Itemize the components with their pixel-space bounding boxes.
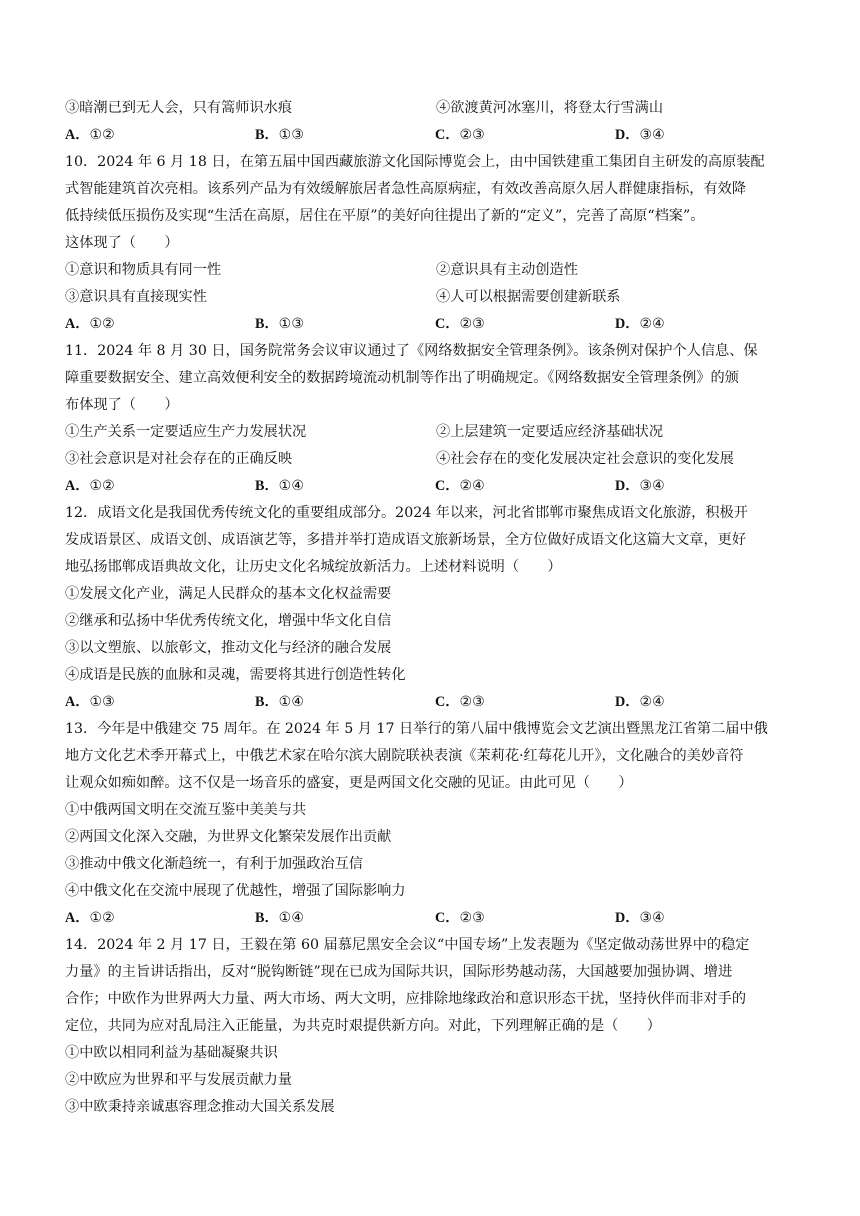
q12-option-a[interactable]: A．①③ (65, 694, 115, 710)
q11-stem-line: 11．2024 年 8 月 30 日，国务院常务会议审议通过了《网络数据安全管理条例》。该条例对保护个人信息、保 (65, 343, 758, 359)
q11-item-2: ②上层建筑一定要适应经济基础状况 (436, 424, 664, 440)
q11-option-c[interactable]: C．②④ (435, 478, 485, 494)
q13-stem-line: 地方文化艺术季开幕式上，中俄艺术家在哈尔滨大剧院联袂表演《茉莉花·红莓花儿开》，文化融合的美妙音符 (65, 748, 744, 764)
q13-item-2: ②两国文化深入交融，为世界文化繁荣发展作出贡献 (65, 829, 392, 845)
q14-stem-line: 合作；中欧作为世界两大力量、两大市场、两大文明，应排除地缘政治和意识形态干扰，坚持伙伴而非对手的 (65, 991, 747, 1007)
q13-item-4: ④中俄文化在交流中展现了优越性，增强了国际影响力 (65, 883, 406, 899)
q10-option-b[interactable]: B．①③ (255, 316, 305, 332)
q14-item-2: ②中欧应为世界和平与发展贡献力量 (65, 1072, 293, 1088)
q11-option-d[interactable]: D．③④ (615, 478, 665, 494)
q11-item-1: ①生产关系一定要适应生产力发展状况 (65, 424, 307, 440)
q12-option-d[interactable]: D．②④ (615, 694, 665, 710)
q13-option-d[interactable]: D．③④ (615, 910, 665, 926)
q12-option-c[interactable]: C．②③ (435, 694, 485, 710)
q11-item-4: ④社会存在的变化发展决定社会意识的变化发展 (436, 451, 734, 467)
q14-item-1: ①中欧以相同利益为基础凝聚共识 (65, 1045, 278, 1061)
q10-item-1: ①意识和物质具有同一性 (65, 262, 222, 278)
q12-stem-line: 发成语景区、成语文创、成语演艺等，多措并举打造成语文旅新场景，全方位做好成语文化这篇大文章，更好 (65, 532, 747, 548)
q13-stem-line: 13．今年是中俄建交 75 周年。在 2024 年 5 月 17 日举行的第八届中俄博览会文艺演出暨黑龙江省第二届中俄 (65, 721, 768, 737)
q13-option-b[interactable]: B．①④ (255, 910, 305, 926)
q12-stem-line: 地弘扬邯郸成语典故文化，让历史文化名城绽放新活力。上述材料说明（ ） (65, 559, 562, 575)
q11-stem-line: 障重要数据安全、建立高效便利安全的数据跨境流动机制等作出了明确规定。《网络数据安全管理条例》的颁 (65, 370, 739, 386)
q10-stem-line: 低持续低压损伤及实现“生活在高原，居住在平原”的美好向往提出了新的“定义”，完善了高原“档案”。 (65, 208, 705, 224)
q10-option-d[interactable]: D．②④ (615, 316, 665, 332)
q9-item-4: ④欲渡黄河冰塞川，将登太行雪满山 (436, 100, 664, 116)
q14-item-3: ③中欧秉持亲诚惠容理念推动大国关系发展 (65, 1099, 335, 1115)
q10-stem-line: 这体现了（ ） (65, 235, 179, 251)
q11-item-3: ③社会意识是对社会存在的正确反映 (65, 451, 293, 467)
q10-stem-line: 式智能建筑首次亮相。该系列产品为有效缓解旅居者急性高原病症，有效改善高原久居人群健康指标，有效降 (65, 181, 747, 197)
q10-stem-line: 10．2024 年 6 月 18 日，在第五届中国西藏旅游文化国际博览会上，由中国铁建重工集团自主研发的高原装配 (65, 154, 765, 170)
q14-stem-line: 定位，共同为应对乱局注入正能量，为共克时艰提供新方向。对此，下列理解正确的是（ ） (65, 1018, 661, 1034)
q13-option-a[interactable]: A．①② (65, 910, 115, 926)
q12-stem-line: 12．成语文化是我国优秀传统文化的重要组成部分。2024 年以来，河北省邯郸市聚焦成语文化旅游，积极开 (65, 505, 748, 521)
q12-item-4: ④成语是民族的血脉和灵魂，需要将其进行创造性转化 (65, 667, 406, 683)
q12-option-b[interactable]: B．①④ (255, 694, 305, 710)
q9-option-d[interactable]: D．③④ (615, 127, 665, 143)
q13-item-3: ③推动中俄文化渐趋统一，有利于加强政治互信 (65, 856, 363, 872)
q14-stem-line: 14．2024 年 2 月 17 日，王毅在第 60 届慕尼黑安全会议“中国专场”上发表题为《坚定做动荡世界中的稳定 (65, 937, 750, 953)
q13-option-c[interactable]: C．②③ (435, 910, 485, 926)
q9-option-b[interactable]: B．①③ (255, 127, 305, 143)
q12-item-3: ③以文塑旅、以旅彰文，推动文化与经济的融合发展 (65, 640, 392, 656)
q10-item-2: ②意识具有主动创造性 (436, 262, 578, 278)
q11-option-a[interactable]: A．①② (65, 478, 115, 494)
q10-option-c[interactable]: C．②③ (435, 316, 485, 332)
q12-item-1: ①发展文化产业，满足人民群众的基本文化权益需要 (65, 586, 392, 602)
q12-item-2: ②继承和弘扬中华优秀传统文化，增强中华文化自信 (65, 613, 392, 629)
q10-item-3: ③意识具有直接现实性 (65, 289, 207, 305)
q9-item-3: ③暗潮已到无人会，只有篙师识水痕 (65, 100, 293, 116)
q11-option-b[interactable]: B．①④ (255, 478, 305, 494)
q11-stem-line: 布体现了（ ） (65, 397, 179, 413)
q9-option-c[interactable]: C．②③ (435, 127, 485, 143)
q10-option-a[interactable]: A．①② (65, 316, 115, 332)
q13-stem-line: 让观众如痴如醉。这不仅是一场音乐的盛宴，更是两国文化交融的见证。由此可见（ ） (65, 775, 633, 791)
q14-stem-line: 力量》的主旨讲话指出，反对“脱钩断链”现在已成为国际共识，国际形势越动荡，大国越要加强协调、增进 (65, 964, 733, 980)
q10-item-4: ④人可以根据需要创建新联系 (436, 289, 621, 305)
q9-option-a[interactable]: A．①② (65, 127, 115, 143)
q13-item-1: ①中俄两国文明在交流互鉴中美美与共 (65, 802, 307, 818)
